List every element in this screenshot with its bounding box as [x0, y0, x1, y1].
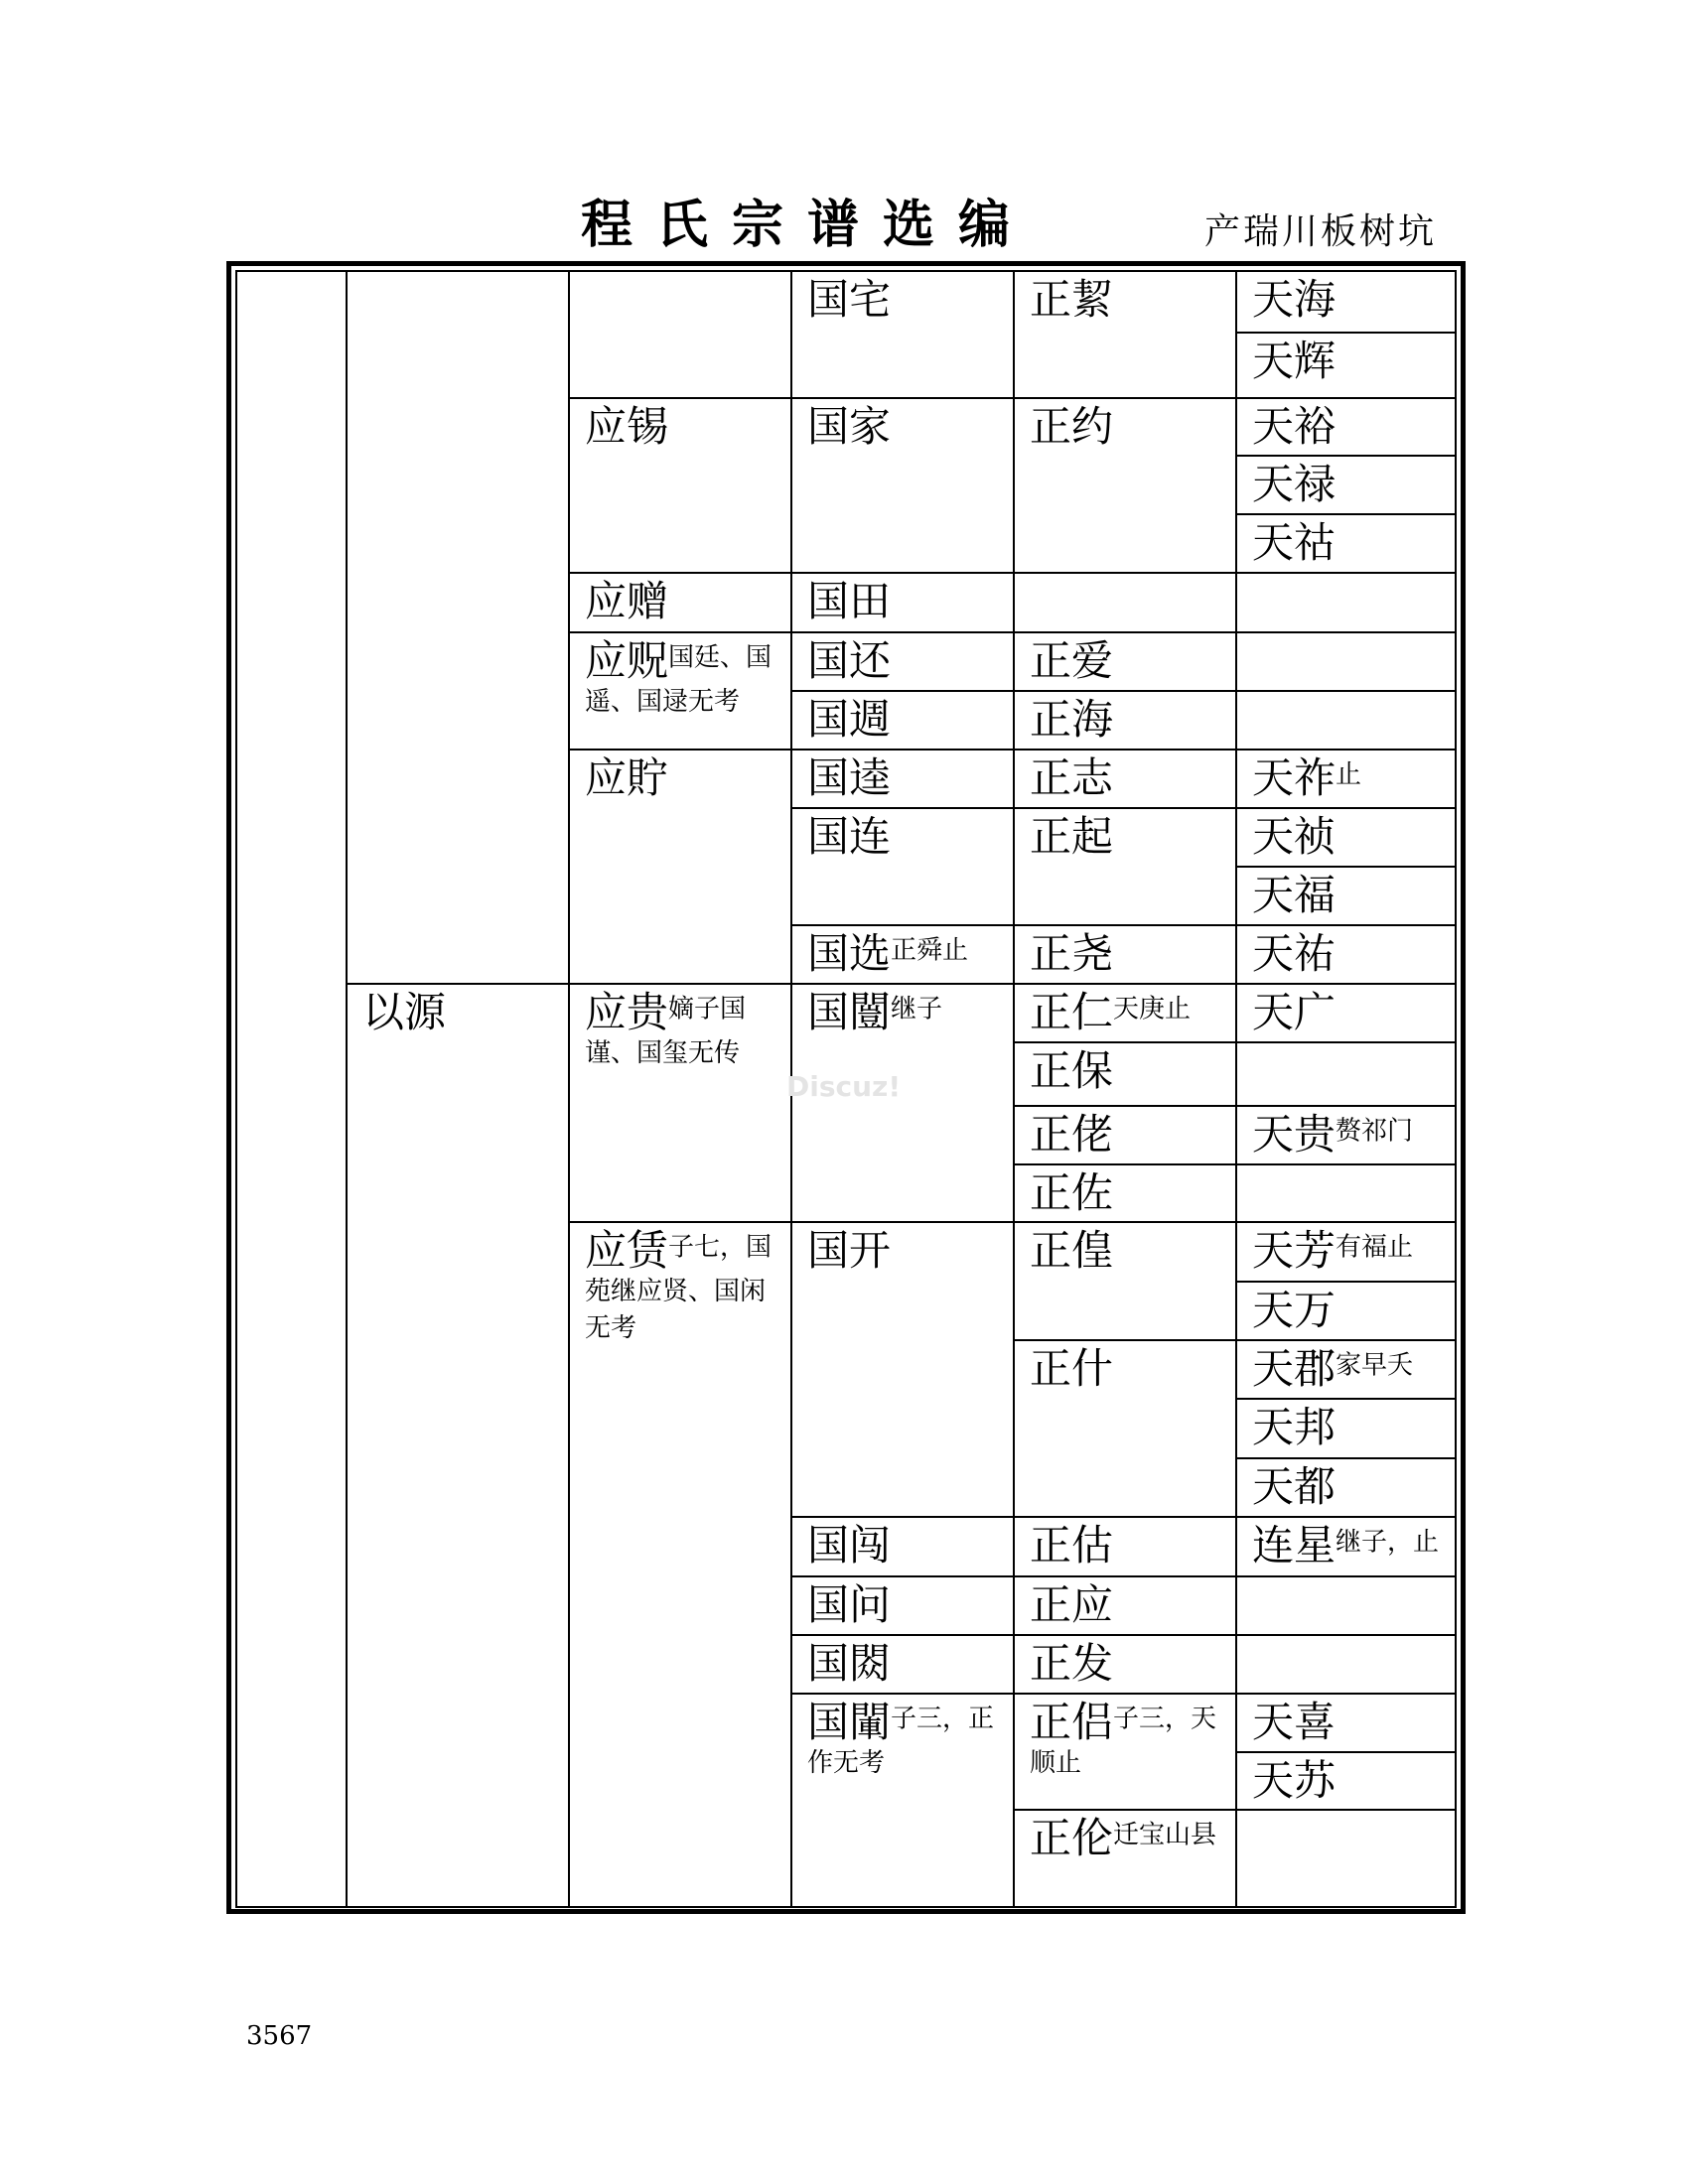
empty-cell — [235, 270, 348, 1908]
person-note: 天庚止 — [1113, 994, 1192, 1024]
table-cell — [1013, 1575, 1237, 1636]
person-note: 家早夭 — [1336, 1350, 1414, 1381]
person-name: 应锡 — [585, 402, 669, 451]
person-note: 继子 — [891, 994, 943, 1024]
table-cell — [1235, 513, 1457, 574]
table-cell — [1013, 1105, 1237, 1165]
person-name: 正起 — [1030, 812, 1114, 861]
person-note: 子三，天顺止 — [1030, 1704, 1217, 1779]
table-cell — [790, 631, 1015, 692]
person-name: 天邦 — [1252, 1403, 1336, 1451]
empty-cell — [1235, 1163, 1457, 1223]
person-name: 国问 — [807, 1580, 892, 1629]
empty-cell — [1235, 631, 1457, 692]
person-name: 天禄 — [1252, 460, 1336, 508]
table-cell — [790, 1693, 1015, 1908]
person-name: 正约 — [1030, 402, 1114, 451]
person-note: 正舜止 — [891, 935, 969, 966]
table-cell — [568, 983, 792, 1223]
person-note: 迁宝山县 — [1113, 1820, 1217, 1850]
person-name: 国週 — [807, 695, 892, 744]
person-name: 正海 — [1030, 695, 1114, 744]
table-cell — [790, 1221, 1015, 1518]
table-cell — [1235, 397, 1457, 457]
person-name: 国家 — [807, 402, 892, 451]
table-cell — [1235, 1693, 1457, 1753]
table-cell — [568, 631, 792, 751]
person-name: 天芳 — [1252, 1226, 1336, 1275]
person-name: 以源 — [362, 988, 447, 1036]
person-name: 天祜 — [1252, 518, 1336, 567]
person-name: 国闯 — [807, 1521, 892, 1570]
empty-cell — [1235, 1575, 1457, 1636]
person-name: 正应 — [1030, 1580, 1114, 1629]
table-cell — [568, 1221, 792, 1908]
person-name: 天贵 — [1252, 1110, 1336, 1159]
person-name: 天祯 — [1252, 812, 1336, 861]
person-name: 正志 — [1030, 753, 1114, 802]
watermark: Discuz! — [786, 1070, 902, 1103]
person-name: 天祚 — [1252, 753, 1336, 802]
table-cell — [1235, 924, 1457, 985]
table-cell — [790, 924, 1015, 985]
person-note: 嫡子国谨、国玺无传 — [585, 994, 747, 1069]
person-name: 正絜 — [1030, 275, 1114, 324]
page-title: 程氏宗谱选编 — [581, 196, 1035, 255]
person-name: 应贶 — [585, 636, 669, 685]
table-cell — [790, 572, 1015, 633]
table-cell — [790, 270, 1015, 399]
table-cell — [1013, 983, 1237, 1043]
table-cell — [790, 983, 1015, 1223]
table-cell — [1235, 1281, 1457, 1341]
table-cell — [1013, 1221, 1237, 1341]
person-name: 正佐 — [1030, 1168, 1114, 1217]
table-cell — [568, 749, 792, 985]
empty-cell — [346, 270, 570, 985]
person-name: 国闓 — [807, 988, 892, 1036]
person-name: 正偟 — [1030, 1226, 1114, 1275]
table-cell — [1235, 1457, 1457, 1518]
table-cell — [1013, 631, 1237, 692]
empty-cell — [1235, 1809, 1457, 1908]
table-cell — [1013, 690, 1237, 751]
person-name: 正伦 — [1030, 1814, 1114, 1862]
person-name: 应赁 — [585, 1226, 669, 1275]
table-cell — [1235, 1516, 1457, 1577]
person-note: 止 — [1336, 759, 1362, 790]
person-name: 正佬 — [1030, 1110, 1114, 1159]
person-name: 天福 — [1252, 871, 1336, 919]
table-cell — [1013, 1809, 1237, 1908]
person-name: 应貯 — [585, 753, 669, 802]
table-cell — [790, 1634, 1015, 1695]
table-cell — [1013, 1041, 1237, 1107]
person-name: 国连 — [807, 812, 892, 861]
table-cell — [1235, 1221, 1457, 1283]
table-cell — [1235, 455, 1457, 515]
person-name: 天郡 — [1252, 1344, 1336, 1393]
person-name: 国田 — [807, 577, 892, 625]
person-name: 国选 — [807, 929, 892, 978]
person-name: 正保 — [1030, 1046, 1114, 1095]
person-name: 正侣 — [1030, 1698, 1114, 1746]
table-cell — [1235, 1398, 1457, 1459]
table-cell — [1013, 1516, 1237, 1577]
table-cell — [790, 397, 1015, 574]
person-name: 正尧 — [1030, 929, 1114, 978]
person-name: 天祐 — [1252, 929, 1336, 978]
table-cell — [1235, 1751, 1457, 1811]
table-cell — [1235, 1339, 1457, 1400]
table-cell — [1235, 983, 1457, 1043]
person-name: 天都 — [1252, 1462, 1336, 1511]
table-cell — [1235, 270, 1457, 334]
person-name: 应贵 — [585, 988, 669, 1036]
table-cell — [790, 1516, 1015, 1577]
empty-cell — [1013, 572, 1237, 633]
table-cell — [1013, 1339, 1237, 1518]
table-cell — [1013, 270, 1237, 399]
person-name: 正什 — [1030, 1344, 1114, 1393]
table-cell — [790, 807, 1015, 926]
table-cell — [1013, 1163, 1237, 1223]
table-cell — [790, 690, 1015, 751]
table-cell — [1013, 749, 1237, 809]
page-number: 3567 — [246, 2021, 313, 2051]
table-cell — [1235, 807, 1457, 868]
table-cell — [1235, 749, 1457, 809]
person-name: 天广 — [1252, 988, 1336, 1036]
person-name: 正估 — [1030, 1521, 1114, 1570]
person-name: 应赠 — [585, 577, 669, 625]
person-name: 国开 — [807, 1226, 892, 1275]
person-name: 正仁 — [1030, 988, 1114, 1036]
person-name: 正发 — [1030, 1639, 1114, 1688]
person-name: 国宅 — [807, 275, 892, 324]
table-cell — [1013, 924, 1237, 985]
person-name: 国閦 — [807, 1639, 892, 1688]
person-note: 有福止 — [1336, 1232, 1414, 1263]
page-subtitle: 产瑞川板树坑 — [1204, 211, 1438, 252]
table-cell — [790, 1575, 1015, 1636]
person-name: 天海 — [1252, 275, 1336, 324]
person-name: 正爱 — [1030, 636, 1114, 685]
empty-cell — [568, 270, 792, 399]
table-cell — [1013, 807, 1237, 926]
person-name: 天裕 — [1252, 402, 1336, 451]
person-note: 子三，正作无考 — [807, 1704, 995, 1779]
person-note: 继子，止 — [1336, 1527, 1440, 1558]
table-cell — [1235, 332, 1457, 399]
table-cell — [1013, 1634, 1237, 1695]
person-name: 天辉 — [1252, 337, 1336, 385]
person-note: 子七，国苑继应贤、国闲无考 — [585, 1232, 773, 1343]
table-cell — [1013, 397, 1237, 574]
table-cell — [790, 749, 1015, 809]
person-name: 国还 — [807, 636, 892, 685]
table-cell — [1235, 866, 1457, 926]
empty-cell — [1235, 572, 1457, 633]
table-cell — [1235, 1105, 1457, 1165]
table-cell — [568, 572, 792, 633]
person-name: 天苏 — [1252, 1756, 1336, 1805]
person-name: 天喜 — [1252, 1698, 1336, 1746]
person-name: 连星 — [1252, 1521, 1336, 1570]
person-name: 国閳 — [807, 1698, 892, 1746]
empty-cell — [1235, 1041, 1457, 1107]
person-note: 赘祁门 — [1336, 1116, 1414, 1147]
table-cell — [346, 983, 570, 1908]
table-cell — [568, 397, 792, 574]
person-name: 国逵 — [807, 753, 892, 802]
empty-cell — [1235, 1634, 1457, 1695]
table-cell — [1013, 1693, 1237, 1811]
person-note: 国廷、国遥、国逯无考 — [585, 642, 773, 718]
person-name: 天万 — [1252, 1286, 1336, 1334]
empty-cell — [1235, 690, 1457, 751]
